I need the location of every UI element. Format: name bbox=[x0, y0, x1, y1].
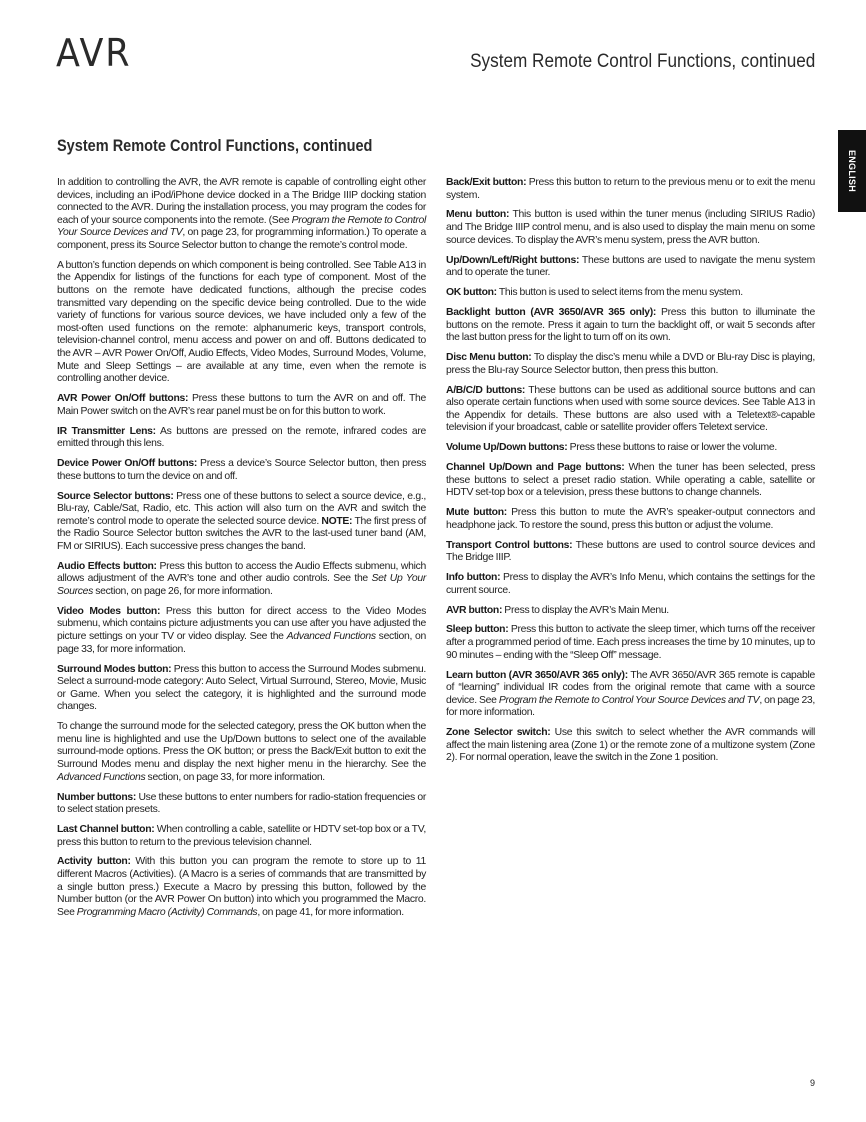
language-tab bbox=[838, 130, 866, 212]
avr-logo: AVR bbox=[56, 31, 132, 75]
sleep-description: Sleep button: Press this button to activate the sleep timer, which turns off the receiver after a programmed period of time. Each press increases the time by 10 minutes, up to 90 minutes – ending with the “Sleep Off” message. bbox=[446, 624, 816, 661]
transport-description: Transport Control buttons: These buttons are used to control source devices and The Bridge IIIP. bbox=[446, 539, 815, 564]
intro-paragraph-2: A button’s function depends on which component is being controlled. See Table A13 in the Appendix for listings of the functions for each type of component. Most of the buttons on the remote have dedicated functions, although the precise codes transmitted vary depending on the specific device being controlled. Due to the wide variety of functions for various source devices, we have included only a few of the most-often used functions on the remote: alphanumeric keys, transport controls, television-channel control, menu access and power on and off. Buttons dedicated to the AVR – AVR Power On/Off, Audio Effects, Video Modes, Surround Modes, Volume, Mute and Sleep Settings – are available at any time, even when the remote is controlling another device. bbox=[57, 259, 426, 385]
surround-change-description: To change the surround mode for the selected category, press the OK button when the menu line is highlighted and use the Up/Down buttons to select one of the available surround-mode options. Press the OK button; or press the Back/Exit button to exit the Surround Modes menu and display the next higher menu in the hierarchy. See the Advanced Functions section, on page 33, for more information. bbox=[57, 721, 426, 783]
page-header-title: System Remote Control Functions, continued bbox=[469, 50, 815, 72]
language-tab-label: ENGLISH bbox=[847, 149, 857, 193]
back-exit-description: Back/Exit button: Press this button to return to the previous menu or to exit the menu system. bbox=[446, 177, 815, 201]
info-description: Info button: Press to display the AVR’s Info Menu, which contains the settings for the current source. bbox=[446, 572, 815, 596]
section-heading: System Remote Control Functions, continued bbox=[57, 137, 373, 155]
navigation-description: Up/Down/Left/Right buttons: These buttons are used to navigate the menu system and to operate the tuner. bbox=[446, 254, 815, 279]
source-selector-description: Source Selector buttons: Press one of these buttons to select a source device, e.g., Blu-ray, Cable/Sat, Radio, etc. This action will also turn on the AVR and switch the remote’s control mode to operate the selected source device. NOTE: The first press of the Radio Source Selector button switches the AVR to the last-used tuner band (AM, FM or SIRIUS). Each successive press changes the band. bbox=[57, 490, 426, 552]
page-number: 9 bbox=[809, 1078, 815, 1088]
abcd-description: A/B/C/D buttons: These buttons can be used as additional source buttons and can also operate certain functions when used with some source devices. See Table A13 in the Appendix for details. These buttons are also used with a Teletext®-capable television if your broadcast, cable or satellite provider offers Teletext service. bbox=[446, 384, 815, 434]
right-column bbox=[446, 177, 815, 772]
volume-description: Volume Up/Down buttons: Press these buttons to raise or lower the volume. bbox=[446, 442, 777, 454]
audio-effects-description: Audio Effects button: Press this button to access the Audio Effects submenu, which allows adjustment of the AVR’s tone and other audio controls. See the Set Up Your Sources section, on page 26, for more information. bbox=[57, 560, 426, 597]
device-power-description: Device Power On/Off buttons: Press a device’s Source Selector button, then press these buttons to turn the device on and off. bbox=[57, 458, 426, 482]
intro-paragraph: In addition to controlling the AVR, the AVR remote is capable of controlling eight other devices, including an iPod/iPhone device docked in a The Bridge IIIP docking station connected to the AVR. During the installation process, you may program the codes for each of your source components into the remote. (See Program the Remote to Control Your Source Devices and TV, on page 23, for programming information.) To operate a component, press its Source Selector button to change the remote’s control mode. bbox=[57, 177, 426, 251]
learn-description: Learn button (AVR 3650/AVR 365 only): The AVR 3650/AVR 365 remote is capable of “learning” individual IR codes from the original remote that came with a source device. See Program the Remote to Control Your Source Devices and TV, on page 23, for more information. bbox=[446, 669, 815, 719]
menu-description: Menu button: This button is used within the tuner menus (including SIRIUS Radio) and The Bridge IIIP control menu, and is also used to display the main menu on some source devices. To display the AVR’s menu system, press the AVR button. bbox=[446, 209, 815, 246]
ok-description: OK button: This button is used to select items from the menu system. bbox=[446, 287, 743, 299]
video-modes-description: Video Modes button: Press this button for direct access to the Video Modes submenu, which contains picture adjustments you can use after you have adjusted the picture settings on your TV or video display. See the Advanced Functions section, on page 33, for more information. bbox=[57, 605, 426, 655]
last-channel-description: Last Channel button: When controlling a cable, satellite or HDTV set-top box or a TV, press this button to return to the previous television channel. bbox=[57, 823, 426, 848]
avr-power-description: AVR Power On/Off buttons: Press these buttons to turn the AVR on and off. The Main Power switch on the AVR’s rear panel must be on for this button to work. bbox=[57, 393, 426, 417]
mute-description: Mute button: Press this button to mute the AVR’s speaker-output connectors and headphone jack. To restore the sound, press this button or adjust the volume. bbox=[446, 507, 815, 531]
avr-button-description: AVR button: Press to display the AVR’s Main Menu. bbox=[446, 604, 669, 616]
left-column bbox=[57, 177, 426, 927]
activity-description: Activity button: With this button you can program the remote to store up to 11 different Macros (Activities). (A Macro is a series of commands that are transmitted by a single button press.) Execute a Macro by pressing this button, followed by the Number button (or the AVR Power On button) into which you programmed the Macro. See Programming Macro (Activity) Commands, on page 41, for more information. bbox=[57, 856, 426, 918]
disc-menu-description: Disc Menu button: To display the disc’s menu while a DVD or Blu-ray Disc is playing, press the Blu-ray Source Selector button, then press this button. bbox=[446, 352, 815, 376]
backlight-description: Backlight button (AVR 3650/AVR 365 only): Press this button to illuminate the buttons on the remote. Press it again to turn the backlight off, or wait 5 seconds after the last button press for the light to turn off on its own. bbox=[446, 306, 815, 344]
channel-description: Channel Up/Down and Page buttons: When the tuner has been selected, press these buttons to select a preset radio station. While operating a cable, satellite or HDTV set-top box or a television, press these buttons to change channels. bbox=[446, 462, 816, 499]
surround-modes-description: Surround Modes button: Press this button to access the Surround Modes submenu. Select a surround-mode category: Auto Select, Virtual Surround, Stereo, Movie, Music or Game. When you select the category, it is highlighted and the surround mode changes. bbox=[57, 663, 426, 713]
ir-lens-description: IR Transmitter Lens: As buttons are pressed on the remote, infrared codes are emitted through this lens. bbox=[57, 425, 427, 450]
number-buttons-description: Number buttons: Use these buttons to enter numbers for radio-station frequencies or to select station presets. bbox=[57, 791, 426, 816]
zone-selector-description: Zone Selector switch: Use this switch to select whether the AVR commands will affect the main listening area (Zone 1) or the remote zone of a multizone system (Zone 2). For normal operation, leave the switch in the Zone 1 position. bbox=[446, 727, 815, 764]
